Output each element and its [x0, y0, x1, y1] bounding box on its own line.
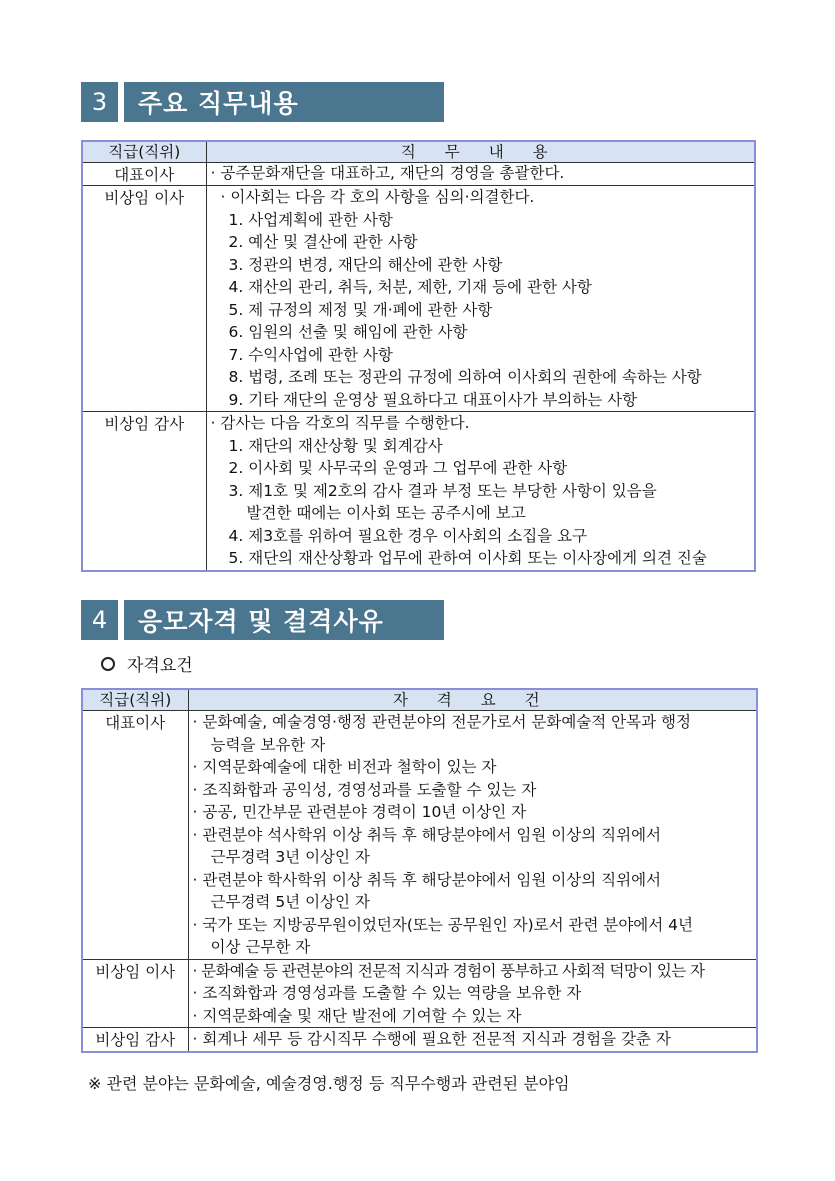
role-cell: 대표이사 — [82, 711, 188, 960]
duty-line: 5. 제 규정의 제정 및 개·폐에 관한 사항 — [228, 300, 493, 319]
qualification-cell — [188, 1028, 757, 1052]
duty-line: 발견한 때에는 이사회 또는 공주시에 보고 — [246, 504, 526, 522]
duty-header-position: 직급(직위) — [82, 141, 206, 163]
qualification-line: · 지역문화예술 및 재단 발전에 기여할 수 있는 자 — [192, 1006, 522, 1025]
table-row — [82, 186, 755, 412]
duty-header-content: 직 무 내 용 — [206, 141, 755, 163]
table-row — [82, 711, 757, 960]
duty-line: 4. 제3호를 위하여 필요한 경우 이사회의 소집을 요구 — [228, 526, 588, 545]
role-cell: 비상임 이사 — [82, 959, 188, 1028]
qualification-line: 이상 근무한 자 — [210, 938, 311, 956]
qualification-line: · 지역문화예술에 대한 비전과 철학이 있는 자 — [192, 758, 497, 776]
qualification-line: · 조직화합과 경영성과를 도출할 수 있는 역량을 보유한 자 — [192, 984, 582, 1002]
duty-line: 2. 이사회 및 사무국의 운영과 그 업무에 관한 사항 — [228, 459, 568, 477]
duty-cell — [206, 412, 755, 571]
qualification-line: 근무경력 5년 이상인 자 — [210, 893, 370, 911]
role-cell: 비상임 감사 — [82, 412, 206, 571]
qualification-cell — [188, 711, 757, 960]
qualification-line: · 공공, 민간부문 관련분야 경력이 10년 이상인 자 — [192, 803, 527, 821]
duty-line: · 이사회는 다음 각 호의 사항을 심의·의결한다. — [220, 188, 535, 206]
table-row — [82, 1028, 757, 1052]
section-4-number: 4 — [81, 600, 118, 640]
duty-line: 1. 재단의 재산상황 및 회계감사 — [228, 436, 443, 455]
qualification-line: · 국가 또는 지방공무원이었던자(또는 공무원인 자)로서 관련 분야에서 4년 — [192, 915, 694, 934]
duty-line: 1. 사업계획에 관한 사항 — [228, 210, 393, 229]
section-4-heading — [81, 600, 444, 640]
qualification-line: · 문화예술, 예술경영·행정 관련분야의 전문가로서 문화예술적 안목과 행정 — [192, 713, 691, 731]
section-3-heading — [81, 82, 444, 122]
duty-line: 6. 임원의 선출 및 해임에 관한 사항 — [228, 323, 468, 341]
role-cell: 비상임 이사 — [82, 186, 206, 412]
duty-table-header — [82, 141, 755, 163]
footnote: ※ 관련 분야는 문화예술, 예술경영.행정 등 직무수행과 관련된 분야임 — [88, 1074, 570, 1093]
duty-line: 3. 정관의 변경, 재단의 해산에 관한 사항 — [228, 255, 503, 274]
qualification-line: · 회계나 세무 등 감시직무 수행에 필요한 전문적 지식과 경험을 갖춘 자 — [192, 1030, 671, 1048]
subheading-text: 자격요건 — [127, 656, 193, 676]
qualification-line: · 조직화합과 공익성, 경영성과를 도출할 수 있는 자 — [192, 780, 537, 799]
section-4-title: 응모자격 및 결격사유 — [124, 600, 444, 640]
role-cell: 비상임 감사 — [82, 1028, 188, 1052]
duty-line: 2. 예산 및 결산에 관한 사항 — [228, 233, 418, 251]
qualification-subheading — [101, 651, 193, 676]
duty-line: 8. 법령, 조례 또는 정관의 규정에 의하여 이사회의 권한에 속하는 사항 — [228, 368, 702, 386]
duty-line: 5. 재단의 재산상황과 업무에 관하여 이사회 또는 이사장에게 의견 진술 — [228, 549, 707, 567]
qualification-line: · 관련분야 학사학위 이상 취득 후 해당분야에서 임원 이상의 직위에서 — [192, 870, 662, 889]
qualification-line: · 문화예술 등 관련분야의 전문적 지식과 경험이 풍부하고 사회적 덕망이 있는 자 — [192, 961, 705, 980]
table-row — [82, 412, 755, 571]
section-3-title: 주요 직무내용 — [124, 82, 444, 122]
role-cell: 대표이사 — [82, 163, 206, 186]
duty-line: 3. 제1호 및 제2호의 감사 결과 부정 또는 부당한 사항이 있음을 — [228, 481, 657, 500]
qualification-table-header — [82, 689, 757, 711]
duty-line: 7. 수익사업에 관한 사항 — [228, 345, 393, 364]
qualification-line: 능력을 보유한 자 — [210, 735, 326, 754]
qualification-table — [81, 688, 758, 1053]
duty-line: 9. 기타 재단의 운영상 필요하다고 대표이사가 부의하는 사항 — [228, 390, 638, 409]
qualification-cell — [188, 959, 757, 1028]
duty-line: · 감사는 다음 각호의 직무를 수행한다. — [210, 414, 470, 432]
duty-cell — [206, 186, 755, 412]
table-row — [82, 163, 755, 186]
circle-bullet-icon — [101, 657, 115, 671]
qualification-header-position: 직급(직위) — [82, 689, 188, 711]
qualification-line: · 관련분야 석사학위 이상 취득 후 해당분야에서 임원 이상의 직위에서 — [192, 825, 662, 844]
qualification-header-content: 자 격 요 건 — [188, 689, 757, 711]
qualification-line: 근무경력 3년 이상인 자 — [210, 848, 370, 866]
duty-table — [81, 140, 756, 572]
duty-line: 4. 재산의 관리, 취득, 처분, 제한, 기재 등에 관한 사항 — [228, 278, 592, 296]
duty-cell — [206, 163, 755, 186]
duty-line: · 공주문화재단을 대표하고, 재단의 경영을 총괄한다. — [210, 164, 565, 182]
table-row — [82, 959, 757, 1028]
section-3-number: 3 — [81, 82, 118, 122]
